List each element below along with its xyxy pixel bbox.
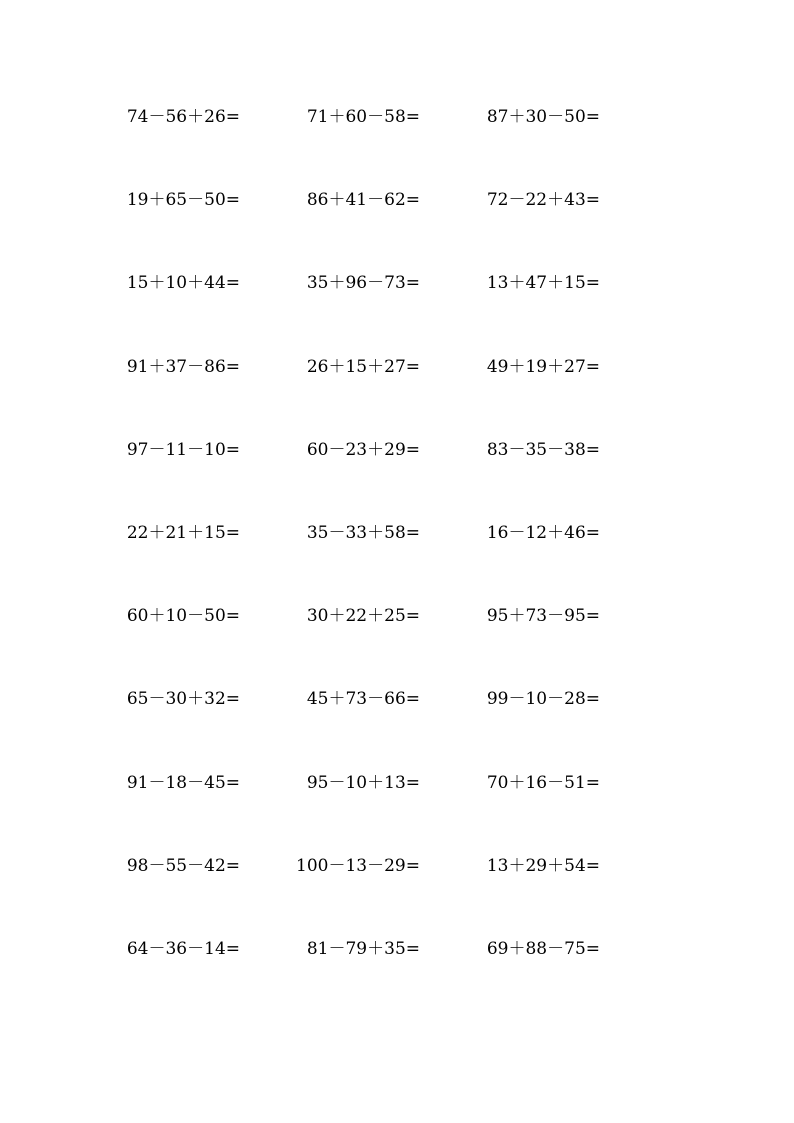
arithmetic-problem: 60＋10－50= — [126, 606, 240, 627]
problem-row — [0, 604, 794, 628]
problem-row — [0, 521, 794, 545]
arithmetic-problem: 83－35－38= — [486, 439, 600, 460]
arithmetic-problem: 16－12＋46= — [486, 523, 600, 543]
arithmetic-problem: 64－36－14= — [126, 939, 240, 959]
arithmetic-problem: 95＋73－95= — [486, 606, 600, 627]
problem-row — [0, 771, 794, 795]
arithmetic-problem: 15＋10＋44= — [126, 273, 240, 294]
problem-row — [0, 188, 794, 212]
arithmetic-problem: 35＋96－73= — [306, 273, 420, 294]
arithmetic-problem: 60－23＋29= — [306, 439, 420, 460]
arithmetic-problem: 91＋37－86= — [126, 356, 240, 377]
arithmetic-problem: 71＋60－58= — [306, 107, 420, 127]
arithmetic-problem: 81－79＋35= — [306, 939, 420, 959]
arithmetic-problem: 70＋16－51= — [486, 772, 600, 793]
arithmetic-problem: 99－10－28= — [486, 689, 600, 710]
problem-row — [0, 854, 794, 878]
problem-row — [0, 937, 794, 961]
arithmetic-problem: 13＋47＋15= — [486, 273, 600, 294]
arithmetic-problem: 91－18－45= — [126, 772, 240, 793]
problem-row — [0, 271, 794, 295]
arithmetic-problem: 26＋15＋27= — [306, 356, 420, 377]
arithmetic-problem: 35－33＋58= — [306, 523, 420, 543]
arithmetic-problem: 69＋88－75= — [486, 939, 600, 959]
arithmetic-problem: 22＋21＋15= — [126, 523, 240, 543]
arithmetic-problem: 45＋73－66= — [306, 689, 420, 710]
arithmetic-problem: 74－56＋26= — [126, 107, 240, 127]
arithmetic-problem: 49＋19＋27= — [486, 356, 600, 377]
arithmetic-problem: 19＋65－50= — [126, 190, 240, 211]
arithmetic-problem: 86＋41－62= — [306, 190, 420, 211]
problem-row — [0, 687, 794, 711]
arithmetic-problem: 13＋29＋54= — [486, 855, 600, 876]
arithmetic-problem: 95－10＋13= — [306, 772, 420, 793]
problem-row — [0, 438, 794, 462]
problem-row — [0, 355, 794, 379]
arithmetic-problem: 72－22＋43= — [486, 190, 600, 211]
arithmetic-problem: 97－11－10= — [126, 439, 240, 460]
problem-row — [0, 105, 794, 129]
arithmetic-problem: 100－13－29= — [296, 855, 420, 876]
arithmetic-problem: 65－30＋32= — [126, 689, 240, 710]
arithmetic-problem: 87＋30－50= — [486, 107, 600, 127]
arithmetic-problem: 30＋22＋25= — [306, 606, 420, 627]
arithmetic-problem: 98－55－42= — [126, 855, 240, 876]
